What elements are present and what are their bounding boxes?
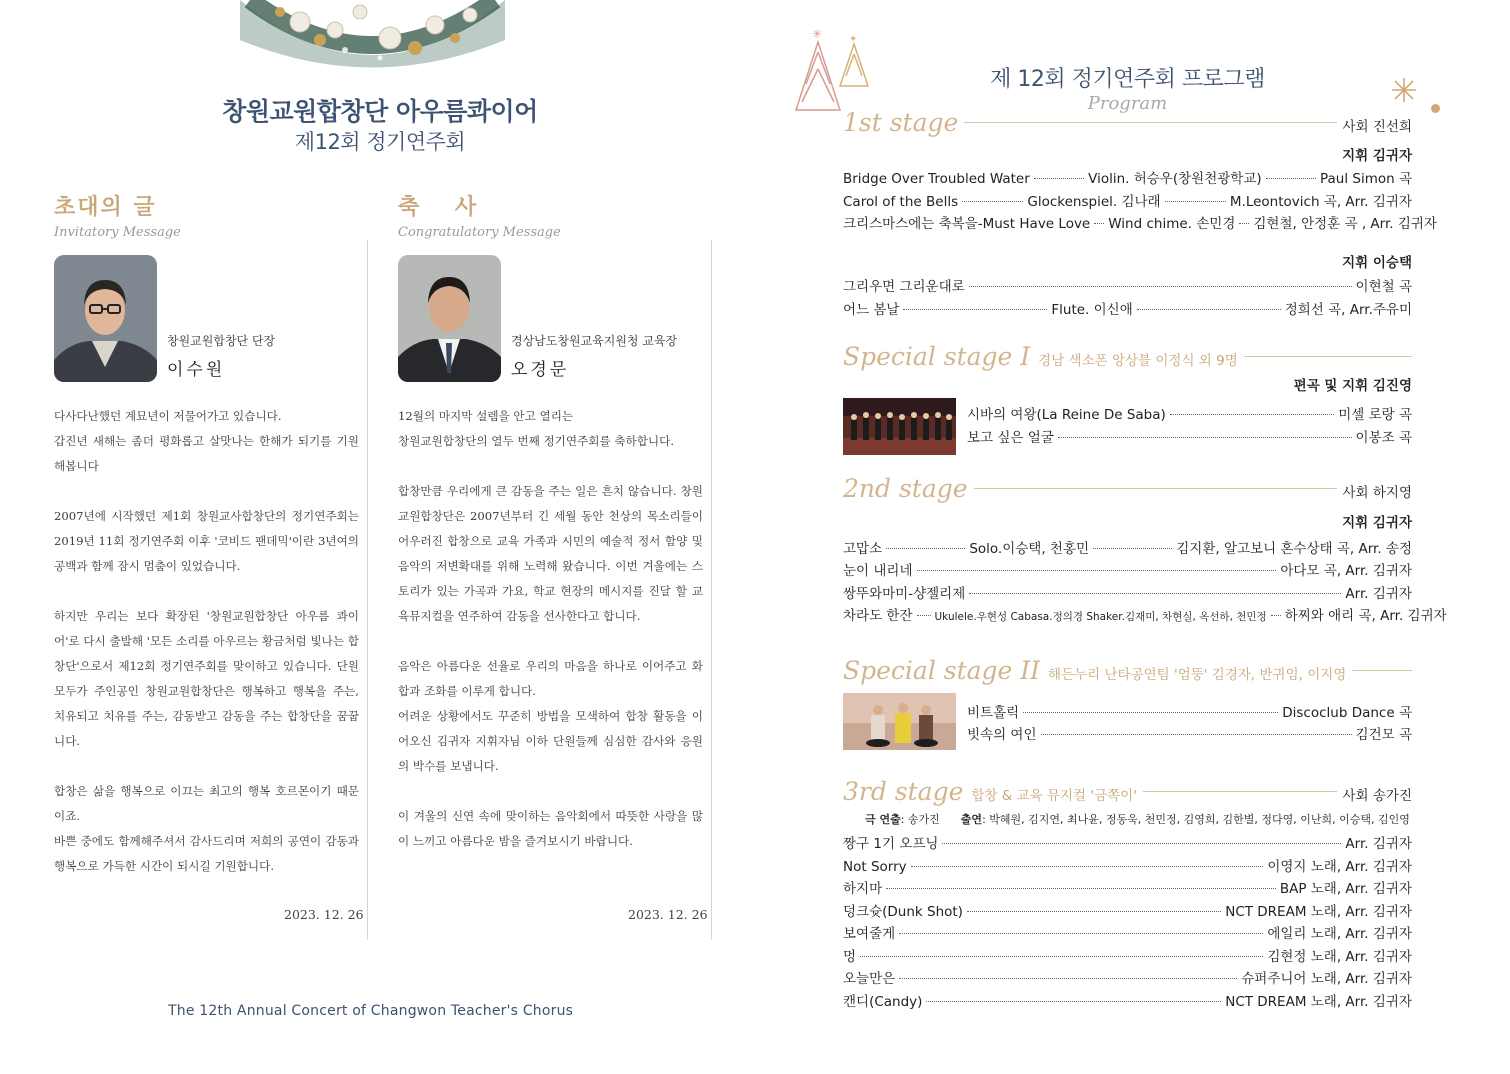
stage-divider [1143,791,1337,792]
program-item [967,701,1412,721]
program-item [843,275,1412,295]
song-title: 차라도 한잔 [843,608,913,624]
song-title: 보고 싶은 얼굴 [967,430,1054,446]
stage-divider [964,122,1336,123]
congratulatory-body [398,404,703,854]
dot-leader [1271,615,1281,616]
invitation-paragraph: 2007년에 시작했던 제1회 창원교사합창단의 정기연주회는 2019년 11회 정기연주회 이후 '코비드 팬데믹'이란 3년여의 공백과 함께 잠시 멈춤이 있었습니다. [54,509,359,573]
program-item [843,900,1412,920]
song-title: 시바의 여왕(La Reine De Saba) [967,407,1166,423]
stage-divider [974,488,1337,489]
director-label: 극 연출 [865,813,901,826]
column-divider [711,240,712,940]
program-item [843,559,1412,579]
invitation-paragraph: 합창은 삶을 행복으로 이끄는 최고의 행복 호르몬이기 때문이죠. [54,784,359,823]
director-portrait-photo [54,255,157,382]
program-item [843,604,1447,624]
song-title: 비트홀릭 [967,705,1020,721]
song-credit: 정희선 곡, Arr.주유미 [1284,302,1413,318]
stage-header-2nd [843,474,1412,503]
concert-footer: The 12th Annual Concert of Changwon Teacher's Chorus [168,1003,574,1019]
song-credit: 하찌와 애리 곡, Arr. 김귀자 [1284,608,1447,624]
saxophone-ensemble-photo [843,398,956,455]
song-performer: Solo.이승택, 천홍민 [969,541,1090,557]
dot-leader [1034,178,1084,179]
stage-performer: 경남 색소폰 앙상블 이정식 외 9명 [1038,353,1238,369]
dot-leader [926,1001,1221,1002]
invitation-body [54,404,359,879]
invitation-paragraph [54,479,359,504]
program-item [967,403,1412,423]
invitation-date: 2023. 12. 26 [284,907,364,922]
congratulatory-author-name: 오경문 [511,360,570,380]
song-credit: BAP 노래, Arr. 김귀자 [1279,881,1412,897]
song-credit: 이봉조 곡 [1355,430,1412,446]
program-item [843,922,1412,942]
program-title: 제 12회 정기연주회 프로그램 [990,67,1265,92]
song-title: 짱구 1기 오프닝 [843,836,939,852]
song-performer: Ukulele.우현성 Cabasa.정의경 Shaker.김재미, 차현실, 옥선하, 천민정 [934,611,1267,623]
congratulatory-paragraph: 합창만큼 우리에게 큰 감동을 주는 일은 흔치 않습니다. 창원교원합창단은 2007년부터 긴 세월 동안 천상의 목소리들이 어우러진 합창으로 교육 가족과 시민의 예술적 정서 함양 및 음악의 저변확대를 위해 노력해 왔습니다. 이번 겨울에는 스토리가 있는 가곡과 가요, 학교 현장의 메시지를 진달 할 교육뮤지컬을 연주하여 감동을 선사한다고 합니다. [398,484,703,623]
stage-name: 2nd stage [843,474,968,503]
song-title: 고맙소 [843,541,883,557]
program-item [843,990,1412,1010]
song-credit: 김건모 곡 [1355,727,1412,743]
program-item [843,167,1412,187]
dot-leader [917,615,931,616]
ornament-dot [1431,104,1440,113]
invitation-paragraph: 다사다난했던 계묘년이 저물어가고 있습니다. [54,409,282,423]
song-credit: Arr. 김귀자 [1345,586,1412,602]
song-credit: NCT DREAM 노래, Arr. 김귀자 [1225,994,1412,1010]
program-item [843,967,1412,987]
dot-leader [911,866,1264,867]
svg-text:✳: ✳ [812,27,823,41]
song-credit: 김현정 노래, Arr. 김귀자 [1267,949,1412,965]
dot-leader [1023,712,1278,713]
dot-leader [899,978,1237,979]
congratulatory-paragraph: 어려운 상황에서도 꾸준히 방법을 모색하여 합창 활동을 이어오신 김귀자 지휘자님 이하 단원들께 심심한 감사와 응원의 박수를 보냅니다. [398,709,703,773]
song-title: Carol of the Bells [843,194,959,210]
conductor-label: 편곡 및 지휘 김진영 [1293,378,1412,394]
stage-divider [1352,670,1412,671]
christmas-tree-icon [788,24,878,114]
congratulatory-paragraph [398,454,703,479]
song-title: 덩크슛(Dunk Shot) [843,904,963,920]
song-title: Bridge Over Troubled Water [843,171,1030,187]
conductor-label: 지휘 김귀자 [1342,515,1412,531]
congratulatory-paragraph [398,779,703,804]
song-credit: Arr. 김귀자 [1345,836,1412,852]
choir-title: 창원교원합창단 아우름콰이어 [222,97,538,126]
dot-leader [917,570,1277,571]
song-credit: Paul Simon 곡 [1319,171,1413,187]
program-item [843,877,1412,897]
stage-header-3rd [843,777,1412,806]
stage-header-special-2 [843,656,1412,685]
program-item [967,426,1412,446]
musical-credits [865,811,1410,827]
stage-divider [1244,356,1412,357]
song-title: 보여줄게 [843,926,896,942]
dot-leader [1170,414,1334,415]
stage-mc: 사회 하지영 [1342,485,1412,501]
congratulatory-heading-en: Congratulatory Message [398,225,561,240]
congratulatory-paragraph: 12월의 마지막 설렘을 안고 열리는 [398,409,574,423]
dot-leader [1239,223,1249,224]
congratulatory-paragraph [398,629,703,654]
song-credit: 아다모 곡, Arr. 김귀자 [1280,563,1412,579]
invitation-paragraph: 하지만 우리는 보다 확장된 '창원교원합창단 아우름 콰이어'로 다시 출발해 '모든 소리를 아우르는 황금처럼 빛나는 합창단'으로서 제12회 정기연주회를 맞이하고 있습니다. 단원 모두가 주인공인 창원교원합창단은 행복하고 행복을 주는, 치유되고 치유를 주는, 감동받고 감동을 주는 합창단을 꿈꿉니다. [54,609,359,748]
dot-leader [1041,734,1352,735]
stage-name: Special stage II [843,656,1041,685]
congratulatory-author-role: 경상남도창원교육지원청 교육장 [511,334,678,348]
cast-label: 출연 [960,813,983,826]
dot-leader [969,286,1352,287]
invitation-author-role: 창원교원합창단 단장 [167,334,276,348]
song-credit: 김현철, 안정훈 곡 , Arr. 김귀자 [1253,216,1437,232]
dot-leader [967,911,1221,912]
program-item [843,298,1412,318]
song-title: 오늘만은 [843,971,896,987]
stage-name: 1st stage [843,108,959,137]
dot-leader [1094,223,1104,224]
song-performer: Wind chime. 손민경 [1108,216,1236,232]
congratulatory-paragraph: 이 겨울의 신연 속에 맞이하는 음악회에서 따뜻한 사랑을 많이 느끼고 아름다운 밤을 즐겨보시기 바랍니다. [398,809,703,848]
song-title: 쌍뚜와마미-샹젤리제 [843,586,966,602]
song-credit: Discoclub Dance 곡 [1282,705,1412,721]
song-credit: 이영지 노래, Arr. 김귀자 [1267,859,1412,875]
stage-header-1st [843,108,1412,137]
song-performer: Flute. 이신애 [1051,302,1133,318]
song-credit: 에일리 노래, Arr. 김귀자 [1267,926,1412,942]
song-title: 멍 [843,949,857,965]
conductor-label: 지휘 김귀자 [1342,148,1412,164]
song-credit: M.Leontovich 곡, Arr. 김귀자 [1229,194,1412,210]
congratulatory-section [398,190,703,854]
congratulatory-date: 2023. 12. 26 [628,907,708,922]
song-title: 캔디(Candy) [843,994,923,1010]
song-title: 눈이 내리네 [843,563,913,579]
dot-leader [969,593,1341,594]
program-item [843,212,1437,232]
song-title: 그리우면 그리운대로 [843,279,965,295]
song-performer: Glockenspiel. 김나래 [1027,194,1161,210]
invitation-paragraph [54,754,359,779]
dot-leader [886,888,1276,889]
nanta-team-photo [843,693,956,750]
dot-leader [1058,437,1352,438]
conductor-label: 지휘 이승택 [1342,255,1412,271]
director-name: : 송가진 [900,813,940,826]
cast-names: : 박혜원, 김지연, 최나윤, 정동욱, 천민정, 김영희, 김한별, 정다영, 이난희, 이승택, 김인영 [982,813,1410,826]
invitation-paragraph: 갑진년 새해는 좀더 평화롭고 살맛나는 한해가 되기를 기원해봅니다 [54,434,359,473]
invitation-paragraph [54,579,359,604]
dot-leader [1266,178,1316,179]
song-credit: 김지환, 알고보니 혼수상태 곡, Arr. 송정 [1176,541,1412,557]
song-credit: 이현철 곡 [1355,279,1412,295]
stage-performer: 해든누리 난타공연팀 '엄뚱' 김경자, 반귀임, 이지영 [1048,667,1347,683]
column-divider [367,240,368,940]
snowflake-icon [1390,76,1418,104]
superintendent-portrait-photo [398,255,501,382]
program-item [843,582,1412,602]
program-item [843,945,1412,965]
program-item [843,855,1412,875]
song-title: 하지마 [843,881,883,897]
stage-name: 3rd stage [843,777,964,806]
stage-subtitle: 합창 & 교육 뮤지컬 '금쪽이' [971,788,1137,804]
program-subtitle: Program [1087,93,1168,114]
dot-leader [1093,548,1172,549]
song-title: 빗속의 여인 [967,727,1037,743]
svg-text:✦: ✦ [849,34,858,45]
invitation-author-name: 이수원 [167,360,226,380]
program-item [843,190,1412,210]
stage-mc: 사회 송가진 [1342,788,1412,804]
dot-leader [1165,201,1226,202]
concert-subtitle: 제12회 정기연주회 [294,130,466,154]
program-item [843,832,1412,852]
stage-name: Special stage I [843,342,1031,371]
song-credit: 슈퍼주니어 노래, Arr. 김귀자 [1241,971,1412,987]
program-item [967,723,1412,743]
stage-header-special-1 [843,342,1412,371]
congratulatory-paragraph: 창원교원합창단의 열두 번째 정기연주회를 축하합니다. [398,434,675,448]
invitation-paragraph: 바쁜 중에도 함께해주셔서 감사드리며 저희의 공연이 감동과 행복으로 가득한 시간이 되시길 기원합니다. [54,834,359,873]
congratulatory-heading: 축 사 [398,195,491,220]
invitation-section [54,190,359,879]
song-credit: 미셀 로랑 곡 [1338,407,1412,423]
song-title: 크리스마스에는 축복을-Must Have Love [843,216,1091,232]
dot-leader [942,843,1341,844]
dot-leader [1137,309,1281,310]
invitation-heading: 초대의 글 [54,195,157,220]
congratulatory-paragraph: 음악은 아름다운 선율로 우리의 마음을 하나로 이어주고 화합과 조화를 이루게 합니다. [398,659,703,698]
stage-mc: 사회 진선희 [1342,119,1412,135]
dot-leader [860,956,1263,957]
song-credit: NCT DREAM 노래, Arr. 김귀자 [1225,904,1412,920]
dot-leader [962,201,1023,202]
song-performer: Violin. 허승우(창원천광학교) [1088,171,1262,187]
invitation-heading-en: Invitatory Message [54,225,181,240]
song-title: Not Sorry [843,859,907,875]
dot-leader [903,309,1047,310]
program-item [843,537,1412,557]
dot-leader [886,548,965,549]
song-title: 어느 봄날 [843,302,900,318]
dot-leader [899,933,1263,934]
christmas-wreath-decoration [240,0,505,80]
